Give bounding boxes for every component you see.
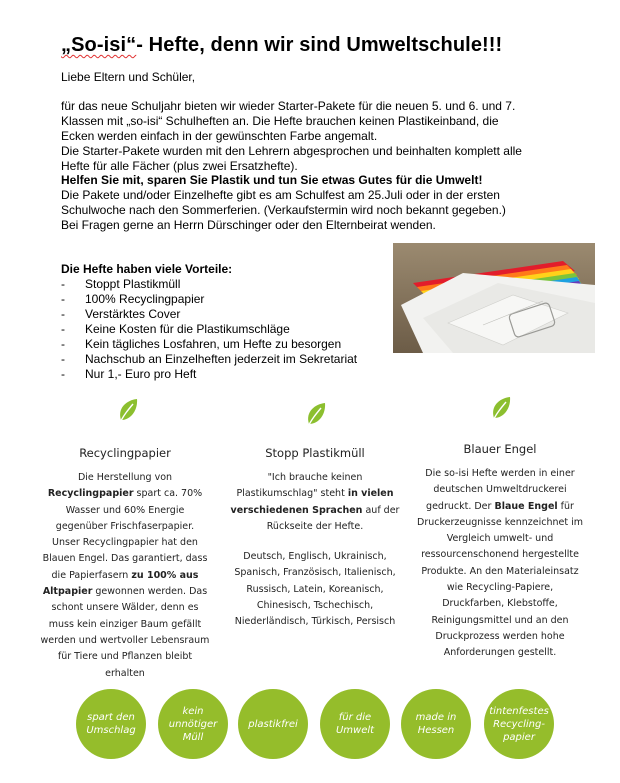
col-line: Druckfarben, Klebstoffe, xyxy=(442,598,558,610)
title-rest: - Hefte, denn wir sind Umweltschule!!! xyxy=(136,34,503,56)
column-title-recycling: Recyclingpapier xyxy=(79,446,171,460)
column-plastic-text xyxy=(230,470,400,631)
list-item xyxy=(61,307,357,322)
col-bold: in vielen xyxy=(347,488,394,500)
appeal-line: Helfen Sie mit, sparen Sie Plastik und tun Sie etwas Gutes für die Umwelt! xyxy=(61,173,483,187)
col-line: Die so-isi Hefte werden in einer xyxy=(425,468,575,479)
col-line: Russisch, Latein, Koreanisch, xyxy=(246,583,384,595)
leaf-icon xyxy=(117,398,139,424)
col-line: Reinigungsmittel und an den xyxy=(431,614,569,626)
letter-line: Ecken werden einfach in der gewünschten Farbe angemalt. xyxy=(61,129,378,143)
col-line: Blauen Engel. Das garantiert, dass xyxy=(42,553,208,565)
col-bold: zu 100% aus xyxy=(131,569,199,581)
page-title xyxy=(61,34,502,57)
title-brand: „So-isi“ xyxy=(61,34,137,56)
col-line xyxy=(415,499,585,515)
list-item-label: 100% Recyclingpapier xyxy=(85,292,205,306)
col-line: Druckerzeugnisse kennzeichnet im xyxy=(417,516,583,528)
advantages-list xyxy=(61,262,357,382)
col-line: Wasser und 60% Energie xyxy=(65,504,185,516)
col-line: Unser Recyclingpapier hat den xyxy=(52,537,198,549)
letter-line: Bei Fragen gerne an Herrn Dürschinger oder den Elternbeirat wenden. xyxy=(61,218,436,232)
col-bold: verschiedenen Sprachen xyxy=(230,504,363,516)
col-line xyxy=(40,584,210,600)
column-title-plastic: Stopp Plastikmüll xyxy=(265,446,365,460)
letter-line: Klassen mit „so-isi“ Schulheften an. Die Hefte brauchen keinen Plastikeinband, die xyxy=(61,114,499,128)
col-line: Druckprozess werden hohe xyxy=(435,630,565,642)
column-recycling-text xyxy=(40,470,210,682)
list-item-label: Kein tägliches Losfahren, um Hefte zu besorgen xyxy=(85,337,342,351)
badge-recyclingpapier: tintenfestes Recycling- papier xyxy=(484,689,554,759)
badge-made-in-hessen: made in Hessen xyxy=(401,689,471,759)
list-item-label: Nur 1,- Euro pro Heft xyxy=(85,367,197,381)
salutation: Liebe Eltern und Schüler, xyxy=(61,70,196,84)
col-line xyxy=(230,486,400,502)
advantages-heading: Die Hefte haben viele Vorteile: xyxy=(61,262,233,276)
column-title-blauer-engel: Blauer Engel xyxy=(463,442,537,456)
notebooks-photo xyxy=(393,243,595,353)
list-item-label: Keine Kosten für die Plastikumschläge xyxy=(85,322,290,336)
leaf-icon xyxy=(305,402,327,428)
col-line: Deutsch, Englisch, Ukrainisch, xyxy=(243,551,387,563)
col-line xyxy=(40,486,210,502)
letter-line: Die Pakete und/oder Einzelhefte gibt es am Schulfest am 25.Juli oder in der ersten xyxy=(61,188,500,202)
list-item xyxy=(61,277,357,292)
col-line: Anforderungen gestellt. xyxy=(443,647,557,659)
col-bold: Recyclingpapier xyxy=(47,488,134,500)
bullet-dash: - xyxy=(61,277,65,291)
bullet-dash: - xyxy=(61,307,65,321)
bullet-dash: - xyxy=(61,337,65,351)
badge-umwelt: für die Umwelt xyxy=(320,689,390,759)
col-text: Plastikumschlag" steht xyxy=(236,488,348,500)
col-line: Die Herstellung von xyxy=(77,472,173,483)
list-item-label: Stoppt Plastikmüll xyxy=(85,277,181,291)
leaf-icon xyxy=(490,396,512,422)
col-line xyxy=(230,503,400,519)
bullet-dash: - xyxy=(61,352,65,366)
col-line: "Ich brauche keinen xyxy=(267,472,363,483)
col-text: für xyxy=(557,500,574,512)
col-line: werden und wertvoller Lebensraum xyxy=(40,634,210,646)
col-bold: Blaue Engel xyxy=(494,500,558,512)
col-line: für Tiere und Pflanzen bleibt xyxy=(57,651,193,663)
letter-line: Schulwoche nach den Sommerferien. (Verkaufstermin wird noch bekannt gegeben.) xyxy=(61,203,506,217)
bullet-dash: - xyxy=(61,292,65,306)
col-line: Spanisch, Französisch, Italienisch, xyxy=(234,567,396,579)
col-text: spart ca. 70% xyxy=(133,488,203,500)
letter-line: Hefte für alle Fächer (plus zwei Ersatzhefte). xyxy=(61,159,298,173)
col-line: Chinesisch, Tschechisch, xyxy=(256,600,374,612)
list-item xyxy=(61,292,357,307)
col-text: die Papierfasern xyxy=(51,569,132,581)
col-line: erhalten xyxy=(105,667,145,679)
list-item-label: Verstärktes Cover xyxy=(85,307,181,321)
col-text: gedruckt. Der xyxy=(426,500,495,512)
col-line: muss kein einziger Baum gefällt xyxy=(48,618,202,630)
column-blauer-engel-text xyxy=(415,466,585,662)
badge-spart-umschlag: spart den Umschlag xyxy=(76,689,146,759)
col-line: Produkte. An den Materialeinsatz xyxy=(421,565,579,577)
col-line: Niederländisch, Türkisch, Persisch xyxy=(234,616,396,628)
col-line: Vergleich umwelt- und xyxy=(446,533,554,545)
list-item xyxy=(61,352,357,367)
letter-line: für das neue Schuljahr bieten wir wieder Starter-Pakete für die neuen 5. und 6. und 7. xyxy=(61,99,516,113)
col-text: auf der xyxy=(362,504,400,516)
list-item xyxy=(61,367,357,382)
badge-kein-muell: kein unnötiger Müll xyxy=(158,689,228,759)
col-line: wie Recycling-Papiere, xyxy=(446,582,554,594)
col-line xyxy=(40,568,210,584)
bullet-dash: - xyxy=(61,322,65,336)
col-bold: Altpapier xyxy=(42,586,93,598)
col-text: gewonnen werden. Das xyxy=(92,586,208,598)
list-item xyxy=(61,337,357,352)
col-spacer xyxy=(230,535,400,549)
col-line: Rückseite der Hefte. xyxy=(266,520,364,532)
bullet-dash: - xyxy=(61,367,65,381)
letter-line: Die Starter-Pakete wurden mit den Lehrern abgesprochen und beinhalten komplett alle xyxy=(61,144,522,158)
col-line: deutschen Umweltdruckerei xyxy=(433,484,567,496)
col-line: schont unsere Wälder, denn es xyxy=(51,602,199,614)
col-line: gegenüber Frischfaserpapier. xyxy=(55,520,195,532)
list-item-label: Nachschub an Einzelheften jederzeit im Sekretariat xyxy=(85,352,358,366)
badge-plastikfrei: plastikfrei xyxy=(238,689,308,759)
list-item xyxy=(61,322,357,337)
col-line: ressourcenschonend hergestellte xyxy=(421,549,579,561)
